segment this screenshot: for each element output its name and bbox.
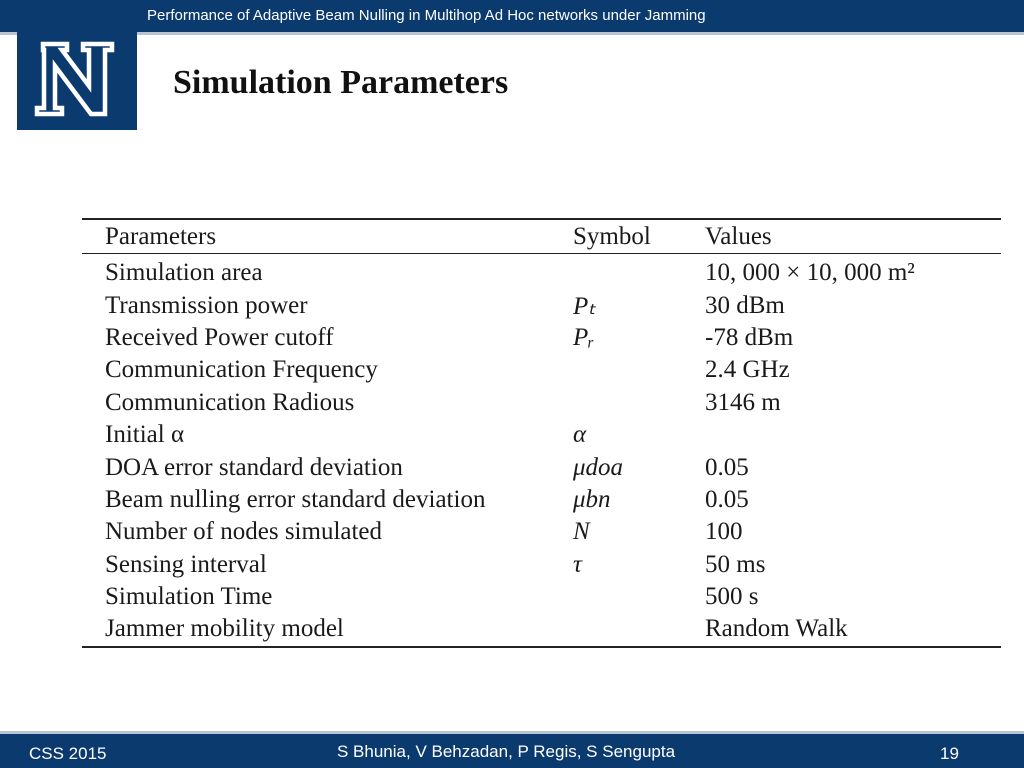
header-bar (0, 0, 1024, 35)
presentation-title: Performance of Adaptive Beam Nulling in Multihop Ad Hoc networks under Jamming (147, 7, 706, 24)
table-row (82, 613, 1001, 646)
table-row (82, 387, 1001, 419)
table-row (82, 549, 1001, 581)
table-row (82, 289, 1001, 321)
column-header-symbol: Symbol (573, 219, 705, 254)
value-cell: 0.05 (705, 453, 749, 481)
symbol-cell (573, 354, 705, 386)
column-header-values: Values (705, 219, 1001, 254)
table-row (82, 254, 1001, 290)
symbol-cell: α (573, 421, 587, 449)
table-row (82, 581, 1001, 613)
symbol-cell: N (573, 518, 590, 546)
symbol-cell: μdoa (573, 453, 624, 481)
value-cell: 100 (705, 518, 743, 546)
table-row (82, 516, 1001, 548)
parameter-cell: Simulation Time (105, 583, 273, 611)
value-cell: 500 s (705, 583, 759, 611)
parameter-cell: Initial α (105, 421, 185, 449)
value-cell: 2.4 GHz (705, 356, 790, 384)
table-row (82, 322, 1001, 354)
slide-title: Simulation Parameters (173, 64, 509, 101)
value-cell: Random Walk (705, 615, 848, 643)
authors-label: S Bhunia, V Behzadan, P Regis, S Sengupta (337, 742, 676, 761)
conference-label: CSS 2015 (29, 744, 107, 763)
table-row (82, 419, 1001, 451)
parameter-cell: Simulation area (105, 259, 263, 287)
university-logo (17, 32, 137, 130)
parameter-cell: Transmission power (105, 291, 308, 319)
symbol-cell (573, 387, 705, 419)
value-cell: 30 dBm (705, 291, 785, 319)
value-cell: 10, 000 × 10, 000 m² (705, 259, 915, 287)
value-cell: -78 dBm (705, 323, 794, 351)
table-header-row (82, 219, 1001, 254)
footer-bar (0, 731, 1024, 768)
parameter-cell: Beam nulling error standard deviation (105, 485, 486, 513)
parameters-table-container (82, 218, 1001, 648)
value-cell: 3146 m (705, 388, 781, 416)
table-row (82, 451, 1001, 483)
parameter-cell: DOA error standard deviation (105, 453, 403, 481)
column-header-parameters: Parameters (82, 219, 573, 254)
parameters-table (82, 218, 1001, 648)
value-cell (705, 419, 1001, 451)
symbol-cell: Pₜ (573, 292, 596, 320)
value-cell: 50 ms (705, 550, 766, 578)
parameter-cell: Sensing interval (105, 550, 267, 578)
parameter-cell: Number of nodes simulated (105, 518, 383, 546)
parameter-cell: Communication Frequency (105, 356, 378, 384)
symbol-cell: μbn (573, 485, 611, 513)
parameter-cell: Received Power cutoff (105, 323, 334, 351)
symbol-cell (573, 581, 705, 613)
parameter-cell: Jammer mobility model (105, 615, 344, 643)
symbol-cell: Pᵣ (573, 323, 595, 351)
page-number: 19 (940, 744, 959, 763)
symbol-cell (573, 254, 705, 290)
symbol-cell: τ (573, 550, 582, 578)
university-n-logo-icon (17, 32, 137, 130)
value-cell: 0.05 (705, 485, 749, 513)
symbol-cell (573, 613, 705, 646)
parameter-cell: Communication Radious (105, 388, 355, 416)
table-row (82, 484, 1001, 516)
table-row (82, 354, 1001, 386)
